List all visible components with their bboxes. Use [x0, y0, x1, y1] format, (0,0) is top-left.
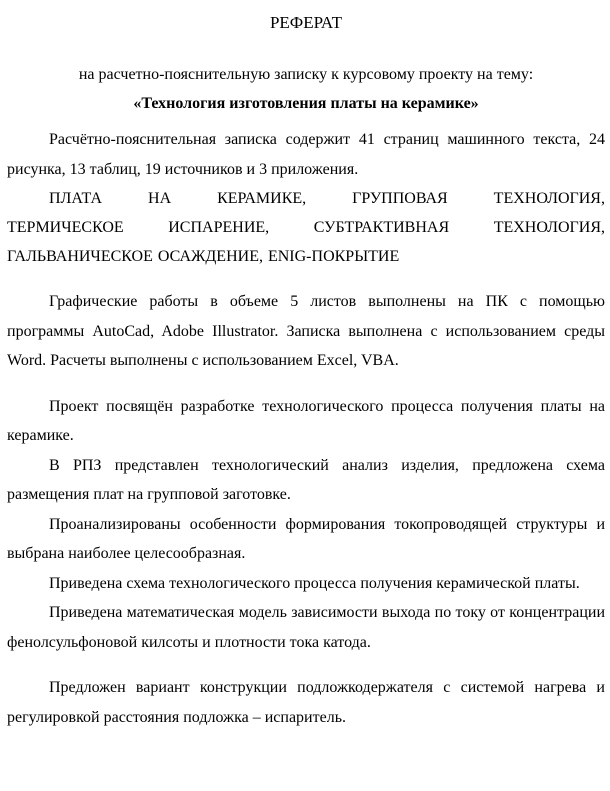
page-title: РЕФЕРАТ	[269, 13, 343, 32]
keyword: ENIG-ПОКРЫТИЕ	[267, 248, 400, 265]
keyword: ГРУППОВАЯ	[352, 190, 448, 207]
keyword: ГАЛЬВАНИЧЕСКОЕ	[7, 248, 153, 265]
body-paragraph: Проект посвящён разработке технологического процесса получения платы на керамике.	[7, 397, 605, 444]
graphics-paragraph: Графические работы в объеме 5 листов выполнены на ПК с помощью программы AutoCad, Adobe Illustrator. Записка выполнена с использованием среды Word. Расчеты выполнены с использованием Excel, VBA.	[7, 293, 605, 369]
body-paragraph: Приведена схема технологического процесса получения керамической платы.	[49, 574, 580, 592]
keywords-line	[7, 184, 605, 213]
body-paragraph: Проанализированы особенности формирования токопроводящей структуры и выбрана наиболее целесообразная.	[7, 515, 605, 562]
keywords-line	[7, 213, 605, 242]
subtitle: на расчетно-пояснительную записку к курсовому проекту на тему:	[78, 66, 534, 83]
topic-title: «Технология изготовления платы на керамике»	[133, 95, 479, 112]
keywords-line	[7, 242, 605, 271]
keyword: ПЛАТА	[49, 190, 103, 207]
keyword: ТЕХНОЛОГИЯ,	[493, 219, 605, 236]
final-paragraph: Предложен вариант конструкции подложкодержателя с системой нагрева и регулировкой расстояния подложка – испаритель.	[7, 679, 605, 726]
keyword: ТЕРМИЧЕСКОЕ	[7, 219, 124, 236]
keyword: КЕРАМИКЕ,	[217, 190, 307, 207]
body-paragraph: В РПЗ представлен технологический анализ изделия, предложена схема размещения плат на групповой заготовке.	[7, 456, 605, 503]
keyword: НА	[148, 190, 172, 207]
document-page	[7, 0, 605, 732]
body-paragraph: Приведена математическая модель зависимости выхода по току от концентрации фенолсульфоновой килсоты и плотности тока катода.	[7, 604, 605, 651]
keywords-block	[7, 184, 605, 271]
summary-paragraph: Расчётно-пояснительная записка содержит 41 страниц машинного текста, 24 рисунка, 13 таблиц, 19 источников и 3 приложения.	[7, 131, 605, 178]
keyword: СУБТРАКТИВНАЯ	[313, 219, 450, 236]
keyword: ТЕХНОЛОГИЯ,	[493, 190, 605, 207]
keyword: ИСПАРЕНИЕ,	[168, 219, 270, 236]
keyword: ОСАЖДЕНИЕ,	[157, 248, 263, 265]
